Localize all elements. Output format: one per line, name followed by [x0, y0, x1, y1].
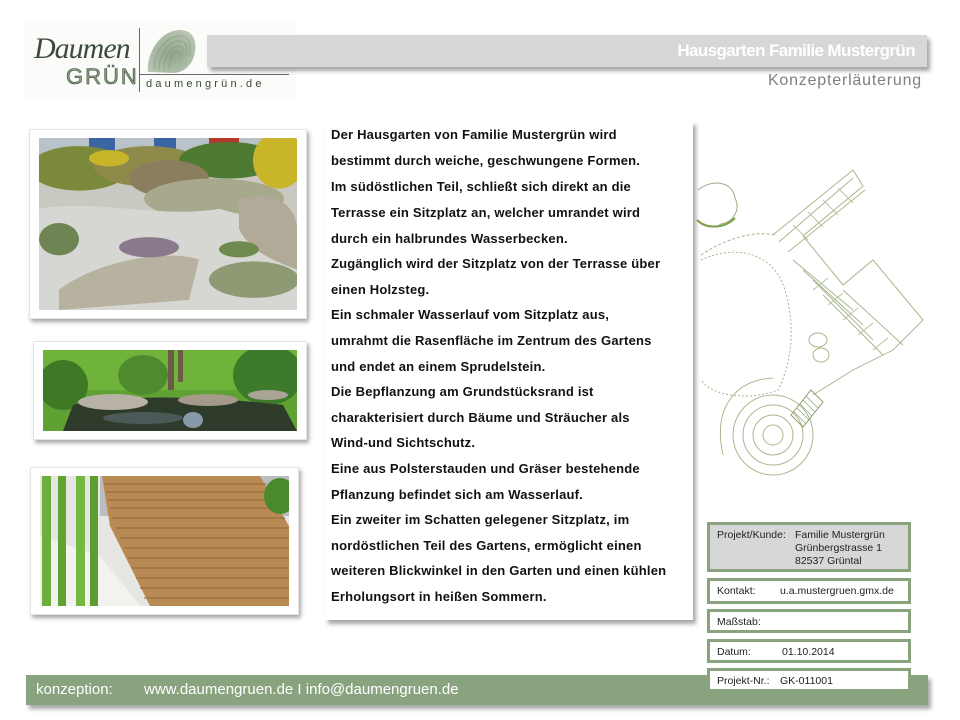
- description-line: umrahmt die Rasenfläche im Zentrum des Gartens: [331, 333, 652, 348]
- description-line: Wind-und Sichtschutz.: [331, 435, 476, 450]
- project-street: Grünbergstrasse 1: [795, 542, 882, 554]
- description-textbox: [325, 121, 693, 620]
- garden-plan-sketch: [693, 150, 933, 510]
- contact-box: [707, 578, 911, 604]
- contact-value: u.a.mustergruen.gmx.de: [780, 585, 894, 597]
- fingerprint-icon: [144, 28, 199, 74]
- logo-divider-horizontal: [139, 74, 289, 75]
- scale-box: [707, 609, 911, 633]
- garden-pond-photo: [43, 350, 297, 431]
- project-client-box: [707, 522, 911, 572]
- description-line: Ein schmaler Wasserlauf vom Sitzplatz aus,: [331, 307, 610, 322]
- description-line: Die Bepflanzung am Grundstücksrand ist: [331, 384, 594, 399]
- logo-divider-vertical: [139, 28, 140, 92]
- description-line: nordöstlichen Teil des Gartens, ermöglicht einen: [331, 538, 642, 553]
- date-box: [707, 639, 911, 663]
- description-line: Eine aus Polsterstauden und Gräser bestehende: [331, 461, 640, 476]
- page-title: Hausgarten Familie Mustergrün: [677, 41, 915, 60]
- description-line: Ein zweiter im Schatten gelegener Sitzplatz, im: [331, 512, 630, 527]
- description-line: durch ein halbrundes Wasserbecken.: [331, 231, 568, 246]
- date-label: Datum:: [717, 646, 751, 658]
- photo-frame-rock-garden: [29, 129, 307, 319]
- logo-word-daumen: Daumen: [34, 32, 130, 65]
- wooden-boardwalk-photo: [40, 476, 289, 606]
- description-line: und endet an einem Sprudelstein.: [331, 359, 546, 374]
- project-number-value: GK-011001: [780, 675, 833, 687]
- page-subtitle: Konzepterläuterung: [767, 72, 922, 89]
- footer-label: konzeption:: [36, 681, 113, 698]
- description-line: charakterisiert durch Bäume und Sträucher als: [331, 410, 630, 425]
- description-line: Terrasse ein Sitzplatz an, welcher umrandet wird: [331, 205, 641, 220]
- scale-label: Maßstab:: [717, 616, 761, 628]
- contact-label: Kontakt:: [717, 585, 756, 597]
- footer-contact-links[interactable]: www.daumengruen.de I info@daumengruen.de: [144, 681, 459, 698]
- project-city: 82537 Grüntal: [795, 555, 862, 567]
- description-line: Zugänglich wird der Sitzplatz von der Terrasse über: [331, 256, 661, 271]
- project-label: Projekt/Kunde:: [717, 529, 786, 541]
- rock-garden-photo: [39, 138, 297, 310]
- photo-frame-wooden-boardwalk: [30, 467, 299, 615]
- description-line: Der Hausgarten von Familie Mustergrün wird: [331, 127, 617, 142]
- logo-word-gruen: GRÜN: [66, 64, 139, 89]
- project-number-box: [707, 668, 911, 692]
- description-line: einen Holzsteg.: [331, 282, 430, 297]
- logo-url: daumengrün.de: [146, 78, 265, 90]
- description-line: Im südöstlichen Teil, schließt sich direkt an die: [331, 179, 631, 194]
- description-line: Erholungsort in heißen Sommern.: [331, 589, 547, 604]
- project-number-label: Projekt-Nr.:: [717, 675, 770, 687]
- description-line: weiteren Blickwinkel in den Garten und einen kühlen: [331, 563, 667, 578]
- photo-frame-garden-pond: [33, 341, 307, 440]
- description-line: Pflanzung befindet sich am Wasserlauf.: [331, 487, 583, 502]
- project-name: Familie Mustergrün: [795, 529, 885, 541]
- description-line: bestimmt durch weiche, geschwungene Formen.: [331, 153, 641, 168]
- date-value: 01.10.2014: [782, 646, 835, 658]
- title-bar: [207, 35, 927, 67]
